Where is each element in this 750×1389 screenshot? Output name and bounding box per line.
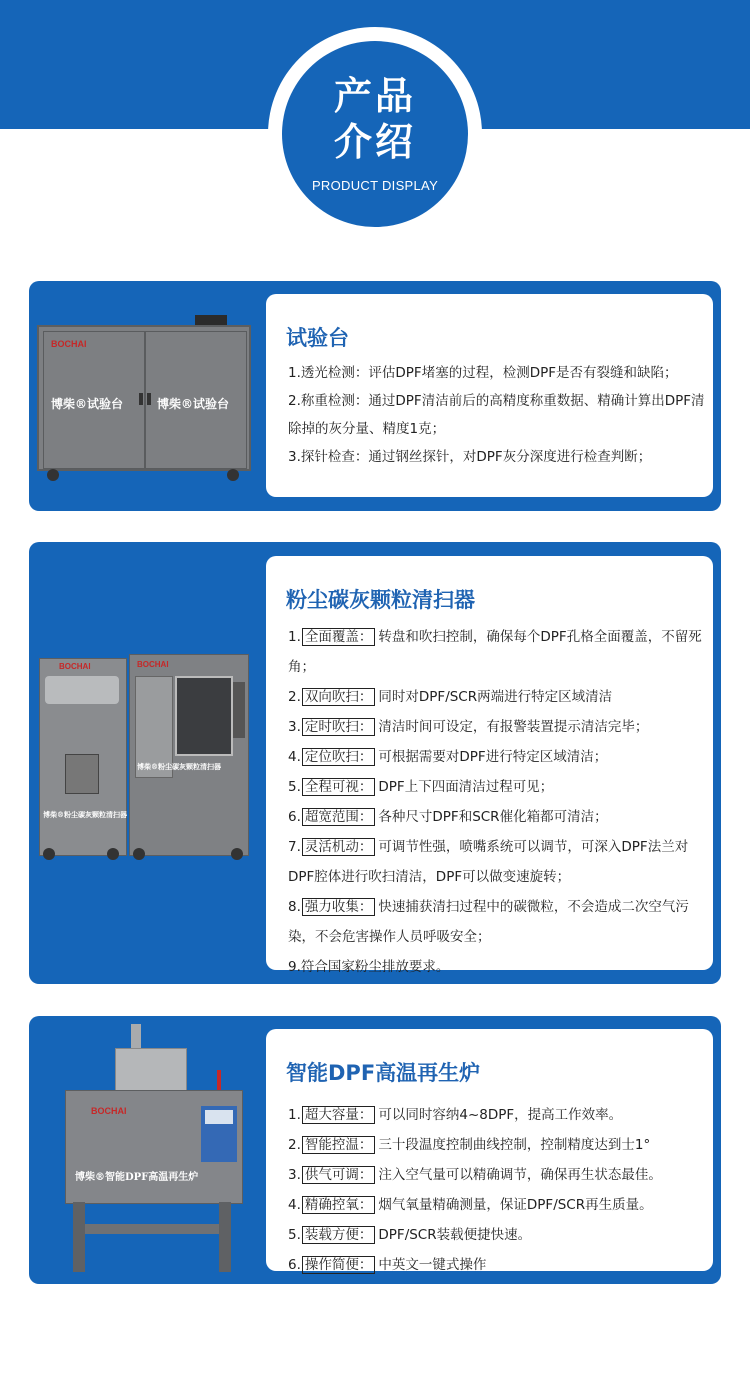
feature-item: 2.称重检测：通过DPF清洁前后的高精度称重数据、精确计算出DPF清除掉的灰分量、精度1克； xyxy=(288,393,705,437)
feature-item: 4. 精确控氧： 烟气氧量精确测量，保证DPF/SCR再生质量。 xyxy=(288,1197,653,1213)
product-panel-regeneration-furnace xyxy=(29,1016,721,1284)
feature-item: 6. 操作简便： 中英文一键式操作 xyxy=(288,1257,487,1273)
feature-item: 1. 全面覆盖： 转盘和吹扫控制，确保每个DPF孔格全面覆盖，不留死角； xyxy=(288,629,702,675)
furnace-label: 博柴®智能DPF高温再生炉 xyxy=(75,1172,199,1183)
wheel-icon xyxy=(47,469,59,481)
feature-list xyxy=(288,359,706,471)
page-title-line2: 介绍 xyxy=(333,120,416,164)
product-title: 智能DPF高温再生炉 xyxy=(286,1061,481,1085)
bochai-logo-right: BOCHAI xyxy=(137,660,169,669)
product-card xyxy=(266,556,713,975)
feature-item: 5. 装载方便： DPF/SCR装载便捷快速。 xyxy=(288,1227,532,1243)
feature-item: 3.探针检查：通过钢丝探针，对DPF灰分深度进行检查判断； xyxy=(288,449,652,465)
wheel-icon xyxy=(43,848,55,860)
feature-item: 6. 超宽范围： 各种尺寸DPF和SCR催化箱都可清洁； xyxy=(288,809,608,825)
product-card xyxy=(266,294,713,497)
product-card xyxy=(266,1029,713,1271)
wheel-icon xyxy=(107,848,119,860)
product-title: 粉尘碳灰颗粒清扫器 xyxy=(286,588,475,612)
test-bench-image xyxy=(37,311,251,481)
wheel-icon xyxy=(227,469,239,481)
feature-item: 5. 全程可视： DPF上下四面清洁过程可见； xyxy=(288,779,554,795)
bochai-logo: BOCHAI xyxy=(51,339,87,349)
page-title-line1: 产品 xyxy=(333,74,416,118)
page-subtitle: PRODUCT DISPLAY xyxy=(311,178,439,193)
product-title: 试验台 xyxy=(286,326,349,350)
feature-list xyxy=(288,622,706,982)
furnace-image xyxy=(59,1024,255,1276)
feature-item: 2. 双向吹扫： 同时对DPF/SCR两端进行特定区域清洁 xyxy=(288,689,613,705)
feature-item: 1.透光检测：评估DPF堵塞的过程，检测DPF是否有裂缝和缺陷； xyxy=(288,365,678,381)
feature-list xyxy=(288,1100,706,1280)
feature-item: 3. 供气可调： 注入空气量可以精确调节，确保再生状态最佳。 xyxy=(288,1167,662,1183)
feature-item: 7. 灵活机动： 可调节性强，喷嘴系统可以调节，可深入DPF法兰对DPF腔体进行吹扫清洁，DPF可以做变速旋转； xyxy=(288,839,689,885)
bochai-logo-left: BOCHAI xyxy=(59,662,91,671)
feature-item: 2. 智能控温： 三十段温度控制曲线控制，控制精度达到士1° xyxy=(288,1137,651,1153)
unit-label-left: 博柴®粉尘碳灰颗粒清扫器 xyxy=(43,810,127,819)
door-label-right: 博柴®试验台 xyxy=(157,397,230,411)
dust-cleaner-image xyxy=(37,654,251,864)
wheel-icon xyxy=(231,848,243,860)
feature-item: 1. 超大容量： 可以同时容纳4~8DPF，提高工作效率。 xyxy=(288,1107,623,1123)
product-panel-test-bench xyxy=(29,281,721,511)
bochai-logo: BOCHAI xyxy=(91,1106,127,1116)
wheel-icon xyxy=(133,848,145,860)
door-label-left: 博柴®试验台 xyxy=(51,397,124,411)
feature-item: 4. 定位吹扫： 可根据需要对DPF进行特定区域清洁； xyxy=(288,749,608,765)
feature-item: 9.符合国家粉尘排放要求。 xyxy=(288,959,450,975)
unit-label-right: 博柴®粉尘碳灰颗粒清扫器 xyxy=(137,762,221,771)
title-badge xyxy=(282,41,468,227)
feature-item: 8. 强力收集： 快速捕获清扫过程中的碳微粒，不会造成二次空气污染，不会危害操作人员呼吸安全； xyxy=(288,899,689,945)
product-panel-dust-cleaner xyxy=(29,542,721,984)
feature-item: 3. 定时吹扫： 清洁时间可设定，有报警装置提示清洁完毕； xyxy=(288,719,649,735)
